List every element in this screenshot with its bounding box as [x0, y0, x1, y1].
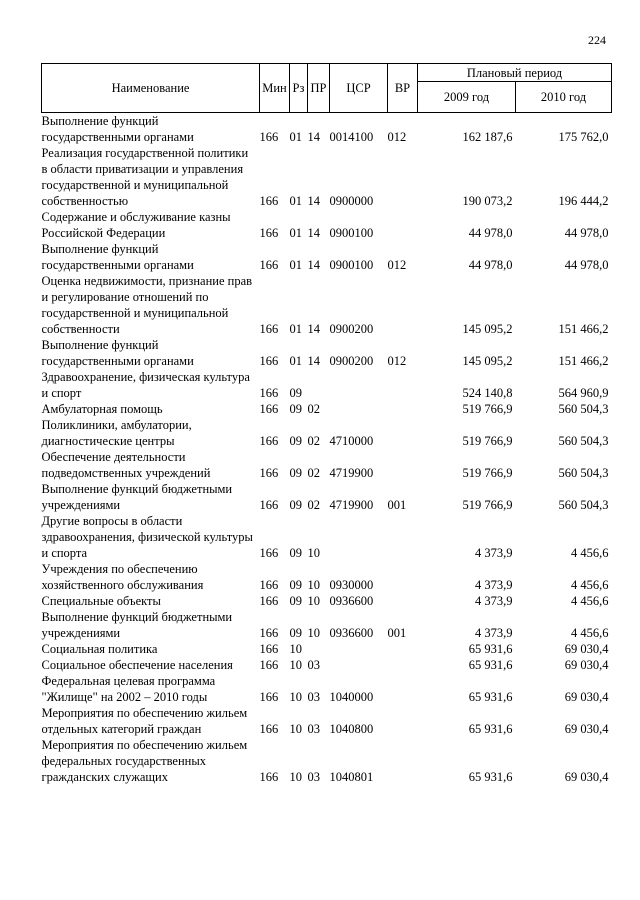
- row-value-2009: 65 931,6: [468, 642, 513, 656]
- table-row: [42, 417, 612, 449]
- row-pr: 03: [307, 658, 320, 672]
- row-name: Содержание и обслуживание казны Российской Федерации: [41, 210, 231, 240]
- table-row: [42, 337, 612, 369]
- table-row: [42, 673, 612, 705]
- row-pr: 03: [307, 770, 320, 784]
- row-pr: 03: [307, 690, 320, 704]
- row-csr: 0014100: [329, 130, 374, 144]
- row-vr: [388, 369, 418, 401]
- row-csr: 0900000: [329, 194, 374, 208]
- row-min: 166: [259, 226, 279, 240]
- row-value-2010: 69 030,4: [564, 658, 609, 672]
- row-csr: 0900100: [329, 258, 374, 272]
- row-name: Обеспечение деятельности подведомственных учреждений: [41, 450, 211, 480]
- row-vr: [388, 209, 418, 241]
- row-min: 166: [259, 498, 279, 512]
- table-row: [42, 609, 612, 641]
- row-min: 166: [259, 690, 279, 704]
- row-value-2010: 4 456,6: [571, 594, 609, 608]
- header-pr: ПР: [308, 64, 330, 113]
- row-pr: 14: [307, 354, 320, 368]
- header-name: Наименование: [42, 64, 260, 113]
- row-csr: [330, 401, 388, 417]
- row-csr: [330, 641, 388, 657]
- row-pr: 02: [307, 498, 320, 512]
- row-csr: 1040801: [329, 770, 374, 784]
- row-pr: 10: [307, 546, 320, 560]
- header-vr: ВР: [388, 64, 418, 113]
- row-csr: 4710000: [329, 434, 374, 448]
- row-name: Мероприятия по обеспечению жильем отдельных категорий граждан: [41, 706, 248, 736]
- table-header: [42, 64, 612, 113]
- row-value-2010: 196 444,2: [558, 194, 609, 208]
- table-row: [42, 145, 612, 209]
- row-name: Социальное обеспечение населения: [41, 658, 233, 672]
- row-value-2010: 44 978,0: [564, 258, 609, 272]
- row-vr: [388, 705, 418, 737]
- row-pr: 14: [307, 258, 320, 272]
- row-value-2010: 564 960,9: [558, 386, 609, 400]
- row-value-2010: 560 504,3: [558, 498, 609, 512]
- row-csr: 0900100: [329, 226, 374, 240]
- row-min: 166: [259, 322, 279, 336]
- row-value-2010: 175 762,0: [558, 130, 609, 144]
- row-value-2010: 44 978,0: [564, 226, 609, 240]
- row-rz: 01: [289, 322, 302, 336]
- table-body: [42, 113, 612, 786]
- row-pr: 14: [307, 194, 320, 208]
- row-rz: 09: [289, 626, 302, 640]
- header-min: Мин: [260, 64, 290, 113]
- row-min: 166: [259, 642, 279, 656]
- row-value-2009: 44 978,0: [468, 258, 513, 272]
- table-row: [42, 657, 612, 673]
- row-rz: 10: [289, 722, 302, 736]
- row-pr: 10: [307, 594, 320, 608]
- row-value-2010: 560 504,3: [558, 402, 609, 416]
- row-value-2010: 560 504,3: [558, 466, 609, 480]
- header-year-2009: 2009 год: [418, 82, 516, 113]
- row-value-2010: 69 030,4: [564, 690, 609, 704]
- header-year-2010: 2010 год: [516, 82, 612, 113]
- row-min: 166: [259, 770, 279, 784]
- row-vr: [388, 401, 418, 417]
- row-csr: [330, 369, 388, 401]
- row-vr: [388, 737, 418, 785]
- row-name: Оценка недвижимости, признание прав и регулирование отношений по государственной и муниципальной собственности: [41, 274, 253, 336]
- row-value-2009: 4 373,9: [475, 594, 513, 608]
- row-name: Реализация государственной политики в области приватизации и управления государственной и муниципальной собственностью: [41, 146, 249, 208]
- row-min: 166: [259, 626, 279, 640]
- row-rz: 01: [289, 130, 302, 144]
- table-row: [42, 241, 612, 273]
- row-min: 166: [259, 722, 279, 736]
- row-value-2009: 190 073,2: [462, 194, 513, 208]
- row-csr: [330, 657, 388, 673]
- row-vr: [388, 561, 418, 593]
- row-value-2009: 524 140,8: [462, 386, 513, 400]
- row-vr: [388, 273, 418, 337]
- row-pr: 02: [307, 402, 320, 416]
- row-vr: [388, 593, 418, 609]
- row-min: 166: [259, 434, 279, 448]
- row-value-2010: 69 030,4: [564, 722, 609, 736]
- row-value-2010: 4 456,6: [571, 626, 609, 640]
- row-csr: 0900200: [329, 354, 374, 368]
- row-pr: [308, 369, 330, 401]
- row-pr: 14: [307, 130, 320, 144]
- table-row: [42, 401, 612, 417]
- table-row: [42, 209, 612, 241]
- row-csr: 0936600: [329, 594, 374, 608]
- row-rz: 10: [289, 642, 302, 656]
- row-name: Выполнение функций государственными органами: [41, 114, 194, 144]
- row-value-2010: 4 456,6: [571, 546, 609, 560]
- row-rz: 09: [289, 594, 302, 608]
- header-rz: Рз: [290, 64, 308, 113]
- row-value-2009: 519 766,9: [462, 498, 513, 512]
- row-vr: 012: [387, 354, 407, 368]
- row-value-2009: 519 766,9: [462, 466, 513, 480]
- row-value-2009: 4 373,9: [475, 578, 513, 592]
- row-pr: 14: [307, 322, 320, 336]
- row-value-2009: 65 931,6: [468, 658, 513, 672]
- row-min: 166: [259, 194, 279, 208]
- header-csr: ЦСР: [330, 64, 388, 113]
- row-rz: 10: [289, 658, 302, 672]
- row-rz: 09: [289, 498, 302, 512]
- row-pr: 10: [307, 578, 320, 592]
- row-value-2010: 151 466,2: [558, 354, 609, 368]
- table-row: [42, 449, 612, 481]
- row-pr: 10: [307, 626, 320, 640]
- table-row: [42, 737, 612, 785]
- row-name: Социальная политика: [41, 642, 158, 656]
- row-value-2009: 65 931,6: [468, 770, 513, 784]
- row-name: Выполнение функций государственными органами: [41, 242, 194, 272]
- table-row: [42, 481, 612, 513]
- row-value-2009: 519 766,9: [462, 402, 513, 416]
- row-csr: 1040800: [329, 722, 374, 736]
- table-row: [42, 369, 612, 401]
- row-name: Здравоохранение, физическая культура и спорт: [41, 370, 250, 400]
- row-vr: [388, 657, 418, 673]
- row-csr: 4719900: [329, 498, 374, 512]
- row-value-2009: 4 373,9: [475, 626, 513, 640]
- row-vr: [388, 417, 418, 449]
- row-name: Мероприятия по обеспечению жильем федеральных государственных гражданских служащих: [41, 738, 248, 784]
- row-rz: 09: [289, 546, 302, 560]
- row-name: Выполнение функций бюджетными учреждениями: [41, 482, 233, 512]
- row-value-2009: 145 095,2: [462, 354, 513, 368]
- row-rz: 09: [289, 466, 302, 480]
- row-name: Федеральная целевая программа "Жилище" на 2002 – 2010 годы: [41, 674, 216, 704]
- table-row: [42, 705, 612, 737]
- row-value-2010: 69 030,4: [564, 642, 609, 656]
- row-csr: 0900200: [329, 322, 374, 336]
- row-min: 166: [259, 466, 279, 480]
- row-rz: 09: [289, 386, 302, 400]
- table-row: [42, 113, 612, 146]
- row-name: Амбулаторная помощь: [41, 402, 163, 416]
- row-min: 166: [259, 130, 279, 144]
- row-value-2009: 4 373,9: [475, 546, 513, 560]
- row-pr: [308, 641, 330, 657]
- row-name: Выполнение функций бюджетными учреждениями: [41, 610, 233, 640]
- row-min: 166: [259, 386, 279, 400]
- row-value-2009: 162 187,6: [462, 130, 513, 144]
- row-vr: 012: [387, 130, 407, 144]
- row-name: Другие вопросы в области здравоохранения, физической культуры и спорта: [41, 514, 253, 560]
- row-value-2009: 65 931,6: [468, 690, 513, 704]
- row-min: 166: [259, 578, 279, 592]
- table-row: [42, 513, 612, 561]
- row-rz: 10: [289, 770, 302, 784]
- table-row: [42, 641, 612, 657]
- row-csr: [330, 513, 388, 561]
- row-rz: 01: [289, 194, 302, 208]
- row-name: Специальные объекты: [41, 594, 161, 608]
- row-name: Выполнение функций государственными органами: [41, 338, 194, 368]
- row-vr: [388, 673, 418, 705]
- row-pr: 03: [307, 722, 320, 736]
- row-name: Поликлиники, амбулатории, диагностические центры: [41, 418, 192, 448]
- row-value-2010: 151 466,2: [558, 322, 609, 336]
- row-value-2010: 560 504,3: [558, 434, 609, 448]
- table-row: [42, 593, 612, 609]
- row-vr: 001: [387, 498, 407, 512]
- row-csr: 1040000: [329, 690, 374, 704]
- row-min: 166: [259, 546, 279, 560]
- row-min: 166: [259, 258, 279, 272]
- row-value-2009: 65 931,6: [468, 722, 513, 736]
- row-rz: 01: [289, 258, 302, 272]
- budget-table: [41, 63, 612, 785]
- table-row: [42, 561, 612, 593]
- row-csr: 0936600: [329, 626, 374, 640]
- row-min: 166: [259, 594, 279, 608]
- row-rz: 10: [289, 690, 302, 704]
- row-rz: 01: [289, 354, 302, 368]
- row-min: 166: [259, 354, 279, 368]
- row-min: 166: [259, 658, 279, 672]
- row-vr: [388, 641, 418, 657]
- row-csr: 0930000: [329, 578, 374, 592]
- row-min: 166: [259, 402, 279, 416]
- row-csr: 4719900: [329, 466, 374, 480]
- row-vr: [388, 145, 418, 209]
- row-rz: 09: [289, 402, 302, 416]
- row-value-2009: 44 978,0: [468, 226, 513, 240]
- row-pr: 02: [307, 466, 320, 480]
- row-rz: 01: [289, 226, 302, 240]
- row-name: Учреждения по обеспечению хозяйственного обслуживания: [41, 562, 204, 592]
- table-row: [42, 273, 612, 337]
- row-pr: 02: [307, 434, 320, 448]
- row-vr: [388, 513, 418, 561]
- row-vr: 001: [387, 626, 407, 640]
- row-vr: 012: [387, 258, 407, 272]
- row-value-2010: 69 030,4: [564, 770, 609, 784]
- row-pr: 14: [307, 226, 320, 240]
- page-number: 224: [588, 33, 606, 47]
- row-vr: [388, 449, 418, 481]
- row-value-2010: 4 456,6: [571, 578, 609, 592]
- row-rz: 09: [289, 578, 302, 592]
- row-rz: 09: [289, 434, 302, 448]
- header-plan-period: Плановый период: [418, 64, 612, 82]
- row-value-2009: 145 095,2: [462, 322, 513, 336]
- row-value-2009: 519 766,9: [462, 434, 513, 448]
